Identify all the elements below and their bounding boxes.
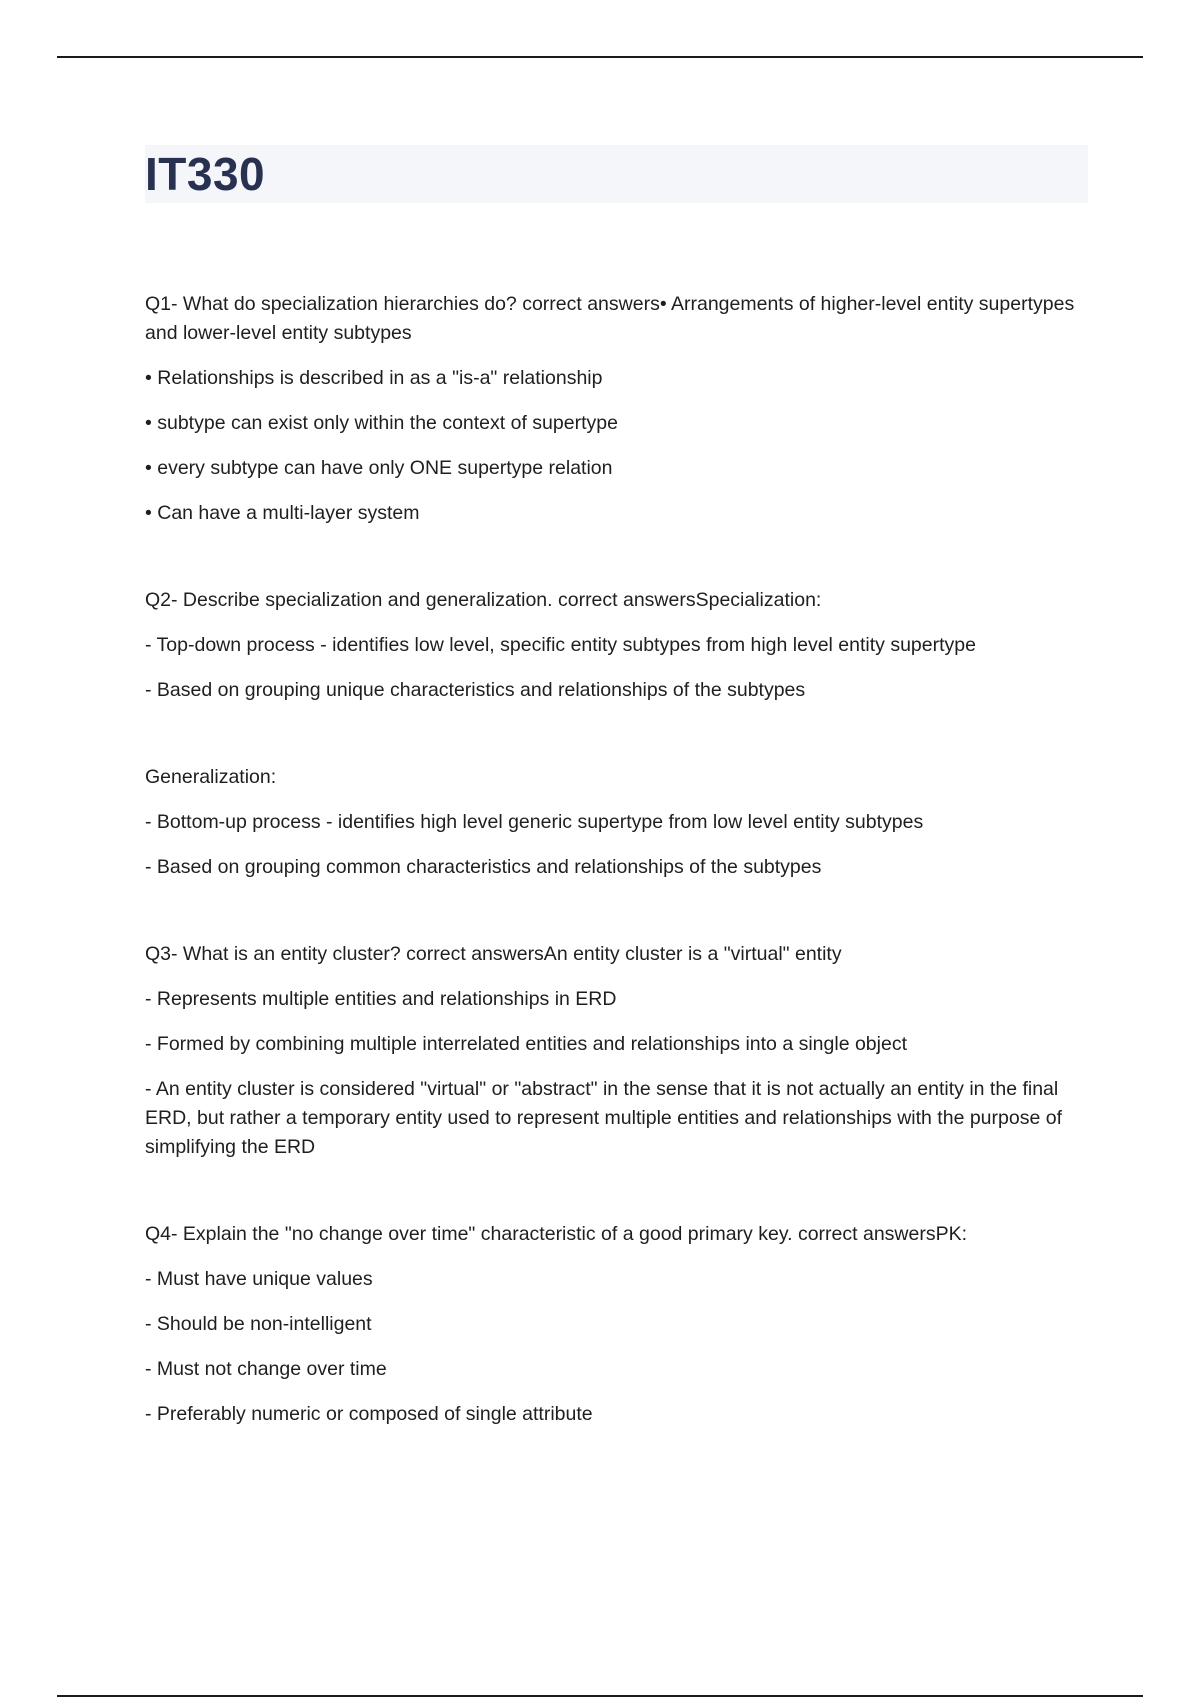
- answer-point: - Must not change over time: [145, 1358, 387, 1380]
- answer-subheading: Generalization:: [145, 766, 277, 788]
- answer-point: - Top-down process - identifies low level, specific entity subtypes from high level entity supertype: [145, 634, 976, 656]
- question-text: Q4- Explain the "no change over time" characteristic of a good primary key. correct answersPK:: [145, 1223, 968, 1245]
- question-block-4: [145, 1220, 1085, 1429]
- document-title: IT330: [145, 148, 266, 200]
- answer-point: - Represents multiple entities and relationships in ERD: [145, 988, 617, 1010]
- document-body: [145, 290, 1085, 1445]
- answer-point: • Relationships is described in as a "is-a" relationship: [145, 367, 603, 389]
- answer-point: - Preferably numeric or composed of single attribute: [145, 1403, 593, 1425]
- question-text: Q3- What is an entity cluster? correct answersAn entity cluster is a "virtual" entity: [145, 943, 842, 965]
- question-block-3: [145, 940, 1085, 1162]
- question-block-2: [145, 586, 1085, 882]
- question-block-1: [145, 290, 1085, 528]
- answer-point: • Can have a multi-layer system: [145, 502, 420, 524]
- header-rule: [57, 56, 1143, 58]
- answer-point: - Based on grouping common characteristics and relationships of the subtypes: [145, 856, 822, 878]
- question-text: Q2- Describe specialization and generalization. correct answersSpecialization:: [145, 589, 822, 611]
- answer-point: - Based on grouping unique characteristics and relationships of the subtypes: [145, 679, 806, 701]
- footer-rule: [57, 1695, 1143, 1697]
- answer-point: - Should be non-intelligent: [145, 1313, 372, 1335]
- answer-point: - Formed by combining multiple interrelated entities and relationships into a single object: [145, 1033, 907, 1055]
- answer-point: • every subtype can have only ONE supertype relation: [145, 457, 613, 479]
- answer-point: - Must have unique values: [145, 1268, 373, 1290]
- answer-point: • subtype can exist only within the context of supertype: [145, 412, 618, 434]
- title-band: [145, 145, 1088, 203]
- answer-point: - Bottom-up process - identifies high level generic supertype from low level entity subtypes: [145, 811, 924, 833]
- question-text: Q1- What do specialization hierarchies do? correct answers• Arrangements of higher-level entity supertypes and lower-level entity subtypes: [145, 293, 1075, 344]
- answer-point: - An entity cluster is considered "virtual" or "abstract" in the sense that it is not actually an entity in the final ERD, but rather a temporary entity used to represent multiple entities and relationships with the purpose of simplifying the ERD: [145, 1078, 1062, 1158]
